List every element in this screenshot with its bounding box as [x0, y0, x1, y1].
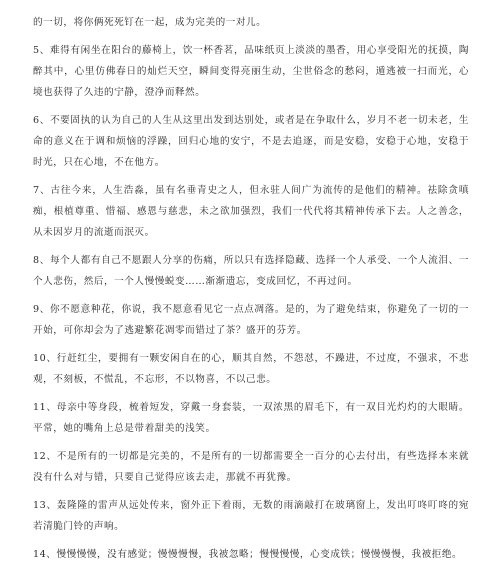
paragraph-continuation: 的一切，将你俩死死钉在一起，成为完美的一对儿。: [33, 17, 267, 28]
paragraph-9: 9、你不愿意种花，你说，我不愿意看见它一点点凋落。是的，为了避免结束，你避免了一切的一开始，可你却会为了逃避繁花凋零而错过了茶？盛开的芬芳。: [33, 304, 469, 336]
paragraph-7: 7、古往今来，人生浩淼，虽有名垂青史之人，但永驻人间广为流传的是他们的精神。祛除贪嗔痴，根植尊重、惜福、感恩与慈悲，未之欲加强烈，我们一代代将其精神传承下去。人之善念，从未因岁月的流逝而泯灭。: [33, 185, 469, 238]
paragraph-10: 10、行赶红尘，要拥有一颗安闲自在的心，顺其自然，不怨怼，不躁进，不过度，不强求，不悲观，不刻板，不慌乱，不忘形，不以物喜，不以己悲。: [33, 353, 469, 385]
document-page: [33, 0, 469, 566]
paragraph-13: 13、轰隆隆的雷声从远处传来，窗外正下着雨，无数的雨滴敲打在玻璃窗上，发出叮咚叮咚的宛若清脆门铃的声响。: [33, 500, 469, 532]
paragraph-12: 12、不是所有的一切都是完美的，不是所有的一切都需要全一百分的心去付出，有些选择本来就没有什么对与错，只要自己觉得应该去走，那就不再犹豫。: [33, 451, 469, 483]
paragraph-8: 8、每个人都有自己不愿跟人分享的伤痛，所以只有选择隐藏、选择一个人承受、一个人流泪、一个人悲伤，然后，一个人慢慢蜕变……渐渐遗忘，变成回忆，不再过问。: [33, 255, 469, 287]
paragraph-6: 6、不要固执的认为自己的人生从这里出发到达别处，或者是在争取什么，岁月不老一切未老，生命的意义在于调和烦恼的浮躁，回归心地的安宁，不是去追逐，而是安稳，安稳于心地，安稳于时光，只在心地，不在他方。: [33, 115, 469, 168]
paragraph-5: 5、难得有闲坐在阳台的藤椅上，饮一杯香茗，品味纸页上淡淡的墨香，用心享受阳光的抚摸，陶醉其中，心里仿佛春日的灿烂天空，瞬间变得亮丽生动，尘世俗念的愁闷，遁逃被一扫而光，心境也获得了久违的宁静，澄净而释然。: [33, 45, 469, 98]
paragraph-14: 14、慢慢慢慢，没有感觉；慢慢慢慢，我被忽略；慢慢慢慢，心变成铁；慢慢慢慢，我被拒绝。: [33, 549, 463, 560]
paragraph-11: 11、母亲中等身段，梳着短发，穿戴一身套装，一双浓黑的眉毛下，有一双目光灼灼的大眼睛。平常，她的嘴角上总是带着甜美的浅笑。: [33, 402, 469, 434]
